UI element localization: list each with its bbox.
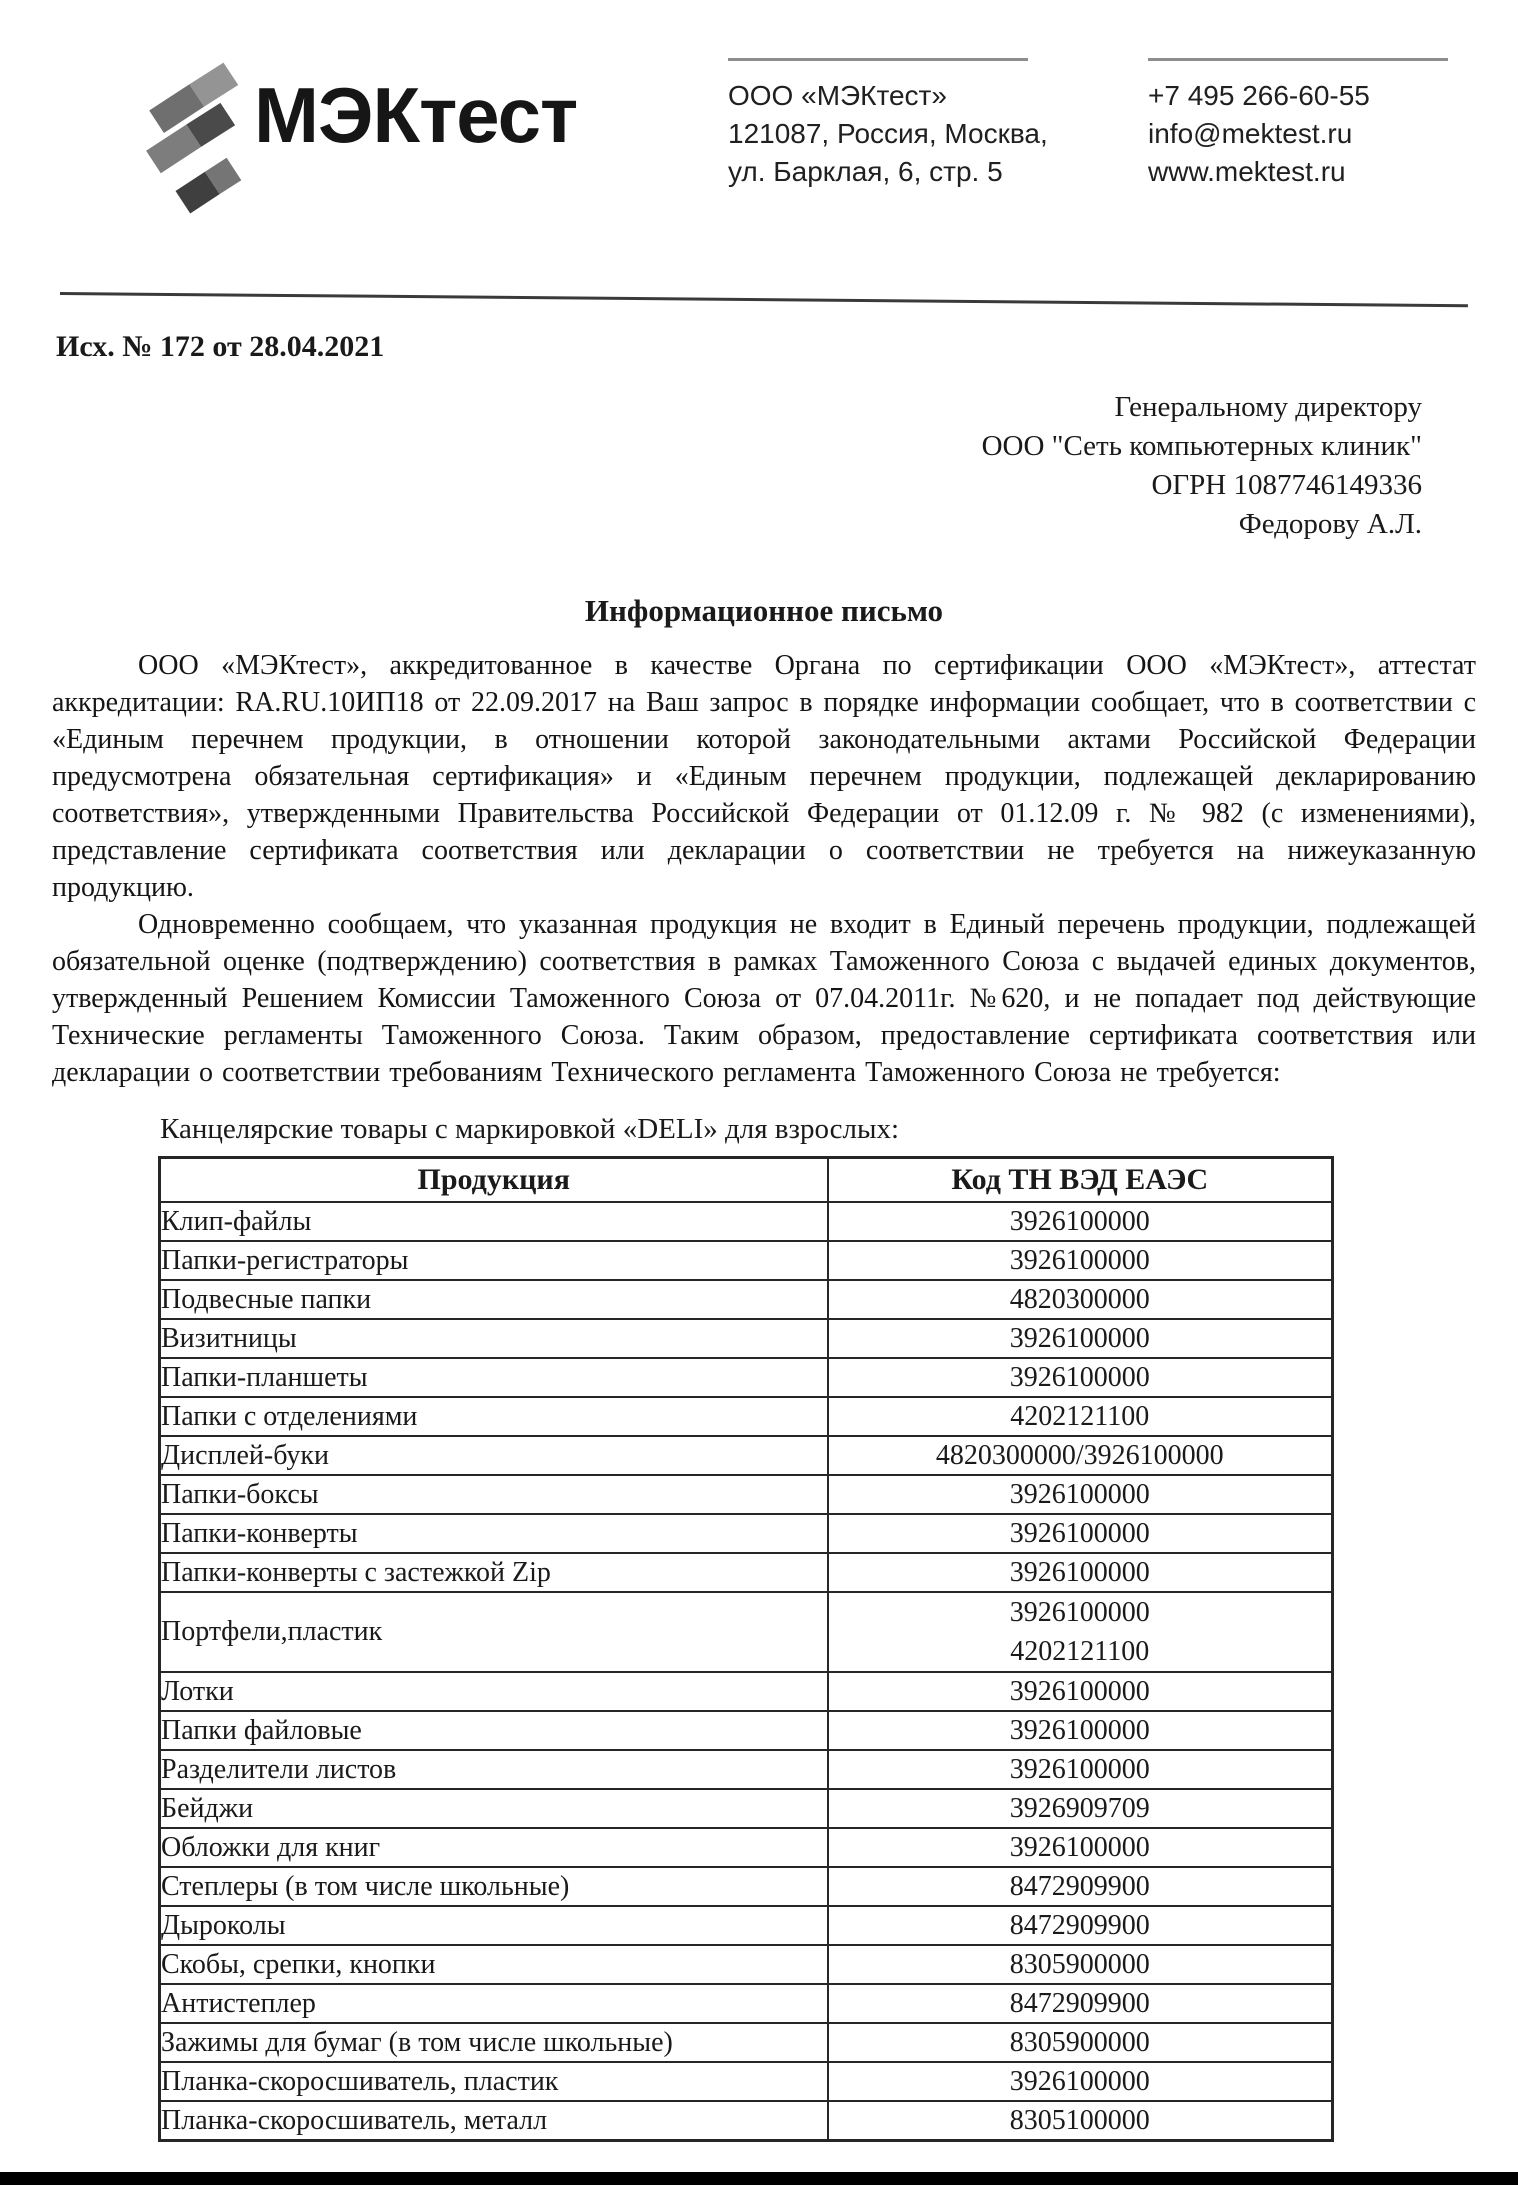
product-cell: Папки-конверты [160, 1514, 828, 1553]
code-cell: 3926100000 [828, 2062, 1333, 2101]
products-table-body [160, 1202, 1333, 2141]
table-row [160, 1592, 1333, 1672]
company-address-line1: 121087, Россия, Москва, [728, 118, 1048, 149]
table-row [160, 2023, 1333, 2062]
table-header-code: Код ТН ВЭД ЕАЭС [828, 1158, 1333, 1203]
code-cell: 4202121100 [828, 1397, 1333, 1436]
code-cell: 8305900000 [828, 1945, 1333, 1984]
table-row [160, 1906, 1333, 1945]
recipient-line: Федорову А.Л. [1238, 508, 1422, 540]
product-cell: Папки-боксы [160, 1475, 828, 1514]
table-row [160, 2101, 1333, 2141]
code-cell: 3926100000 [828, 1553, 1333, 1592]
product-cell: Степлеры (в том числе школьные) [160, 1867, 828, 1906]
logo-wordmark: МЭКтест [254, 71, 578, 159]
table-row [160, 1358, 1333, 1397]
code-cell: 8305900000 [828, 2023, 1333, 2062]
divider-line [60, 292, 1468, 307]
recipient-block [600, 388, 1422, 544]
company-phone: +7 495 266-60-55 [1148, 80, 1370, 111]
company-name: ООО «МЭКтест» [728, 80, 947, 111]
company-info-block [728, 58, 1058, 191]
product-cell: Обложки для книг [160, 1828, 828, 1867]
code-cell: 3926100000 [828, 1672, 1333, 1711]
company-address-line2: ул. Барклая, 6, стр. 5 [728, 156, 1003, 187]
product-cell: Скобы, срепки, кнопки [160, 1945, 828, 1984]
code-cell: 4820300000 [828, 1280, 1333, 1319]
table-row [160, 2062, 1333, 2101]
table-row [160, 1789, 1333, 1828]
code-cell: 3926100000 [828, 1711, 1333, 1750]
table-row [160, 1711, 1333, 1750]
product-cell: Портфели,пластик [160, 1592, 828, 1672]
product-cell: Дыроколы [160, 1906, 828, 1945]
table-row [160, 1672, 1333, 1711]
header-rule-right [1148, 58, 1448, 61]
recipient-line: ОГРН 1087746149336 [1151, 469, 1422, 501]
product-cell: Дисплей-буки [160, 1436, 828, 1475]
ref-number: Исх. № 172 от 28.04.2021 [56, 330, 385, 363]
paragraph-2: Одновременно сообщаем, что указанная продукция не входит в Единый перечень продукции, подлежащей обязательной оценке (подтверждению) соответствия в рамках Таможенного Союза с выдачей единых документов, утвержденный Решением Комиссии Таможенного Союза от 07.04.2011г. №620, и не попадает под действующие Технические регламенты Таможенного Союза. Таким образом, предоставление сертификата соответствия или декларации о соответствии требованиям Технического регламента Таможенного Союза не требуется: [52, 909, 1476, 1089]
product-cell: Антистеплер [160, 1984, 828, 2023]
product-cell: Папки с отделениями [160, 1397, 828, 1436]
company-email: info@mektest.ru [1148, 118, 1353, 149]
code-cell: 3926100000 [828, 1319, 1333, 1358]
table-row [160, 1202, 1333, 1241]
product-cell: Клип-файлы [160, 1202, 828, 1241]
contact-info-block [1148, 58, 1478, 191]
table-row [160, 1280, 1333, 1319]
table-row [160, 1475, 1333, 1514]
table-row [160, 1984, 1333, 2023]
bottom-scan-bar [0, 2172, 1518, 2185]
code-cell: 3926909709 [828, 1789, 1333, 1828]
table-row [160, 1945, 1333, 1984]
table-row [160, 1828, 1333, 1867]
code-cell: 8472909900 [828, 1867, 1333, 1906]
table-header-product: Продукция [160, 1158, 828, 1203]
table-caption: Канцелярские товары с маркировкой «DELI» для взрослых: [160, 1113, 900, 1146]
code-cell: 3926100000 [828, 1241, 1333, 1280]
table-row [160, 1319, 1333, 1358]
code-cell: 3926100000 [828, 1750, 1333, 1789]
products-table [158, 1156, 1334, 2142]
product-cell: Бейджи [160, 1789, 828, 1828]
table-row [160, 1553, 1333, 1592]
code-cell: 8472909900 [828, 1984, 1333, 2023]
code-cell: 8472909900 [828, 1906, 1333, 1945]
product-cell: Папки-регистраторы [160, 1241, 828, 1280]
code-cell: 3926100000 [828, 1202, 1333, 1241]
product-cell: Папки-конверты с застежкой Zip [160, 1553, 828, 1592]
product-cell: Подвесные папки [160, 1280, 828, 1319]
product-cell: Папки файловые [160, 1711, 828, 1750]
code-cell: 3926100000 [828, 1828, 1333, 1867]
recipient-line: ООО "Сеть компьютерных клиник" [981, 430, 1422, 462]
code-cell: 3926100000 [828, 1475, 1333, 1514]
mektest-logo-icon [116, 44, 266, 222]
code-line: 4202121100 [1010, 1636, 1150, 1668]
product-cell: Папки-планшеты [160, 1358, 828, 1397]
letter-title: Информационное письмо [584, 593, 944, 628]
table-row [160, 1750, 1333, 1789]
table-row [160, 1241, 1333, 1280]
table-row [160, 1397, 1333, 1436]
product-cell: Планка-скоросшиватель, металл [160, 2101, 828, 2141]
table-header-row [160, 1158, 1333, 1203]
code-cell: 4820300000/3926100000 [828, 1436, 1333, 1475]
code-cell [828, 1592, 1333, 1672]
product-cell: Зажимы для бумаг (в том числе школьные) [160, 2023, 828, 2062]
paragraph-1: ООО «МЭКтест», аккредитованное в качестве Органа по сертификации ООО «МЭКтест», аттестат аккредитации: RA.RU.10ИП18 от 22.09.2017 на Ваш запрос в порядке информации сообщает, что в соответствии с «Единым перечнем продукции, в отношении которой законодательными актами Российской Федерации предусмотрена обязательная сертификация» и «Единым перечнем продукции, подлежащей декларированию соответствия», утвержденными Правительства Российской Федерации от 01.12.09 г. № 982 (с изменениями), представление сертификата соответствия или декларации о соответствии не требуется на нижеуказанную продукцию. [52, 650, 1476, 904]
table-row [160, 1436, 1333, 1475]
product-cell: Лотки [160, 1672, 828, 1711]
product-cell: Разделители листов [160, 1750, 828, 1789]
product-cell: Визитницы [160, 1319, 828, 1358]
code-cell: 3926100000 [828, 1358, 1333, 1397]
letter-body [52, 592, 1476, 2142]
table-row [160, 1514, 1333, 1553]
table-row [160, 1867, 1333, 1906]
code-line: 3926100000 [1009, 1597, 1150, 1629]
company-website: www.mektest.ru [1148, 156, 1346, 187]
code-cell: 8305100000 [828, 2101, 1333, 2141]
code-cell: 3926100000 [828, 1514, 1333, 1553]
recipient-line: Генеральному директору [1114, 391, 1422, 423]
header-rule-left [728, 58, 1028, 61]
product-cell: Планка-скоросшиватель, пластик [160, 2062, 828, 2101]
